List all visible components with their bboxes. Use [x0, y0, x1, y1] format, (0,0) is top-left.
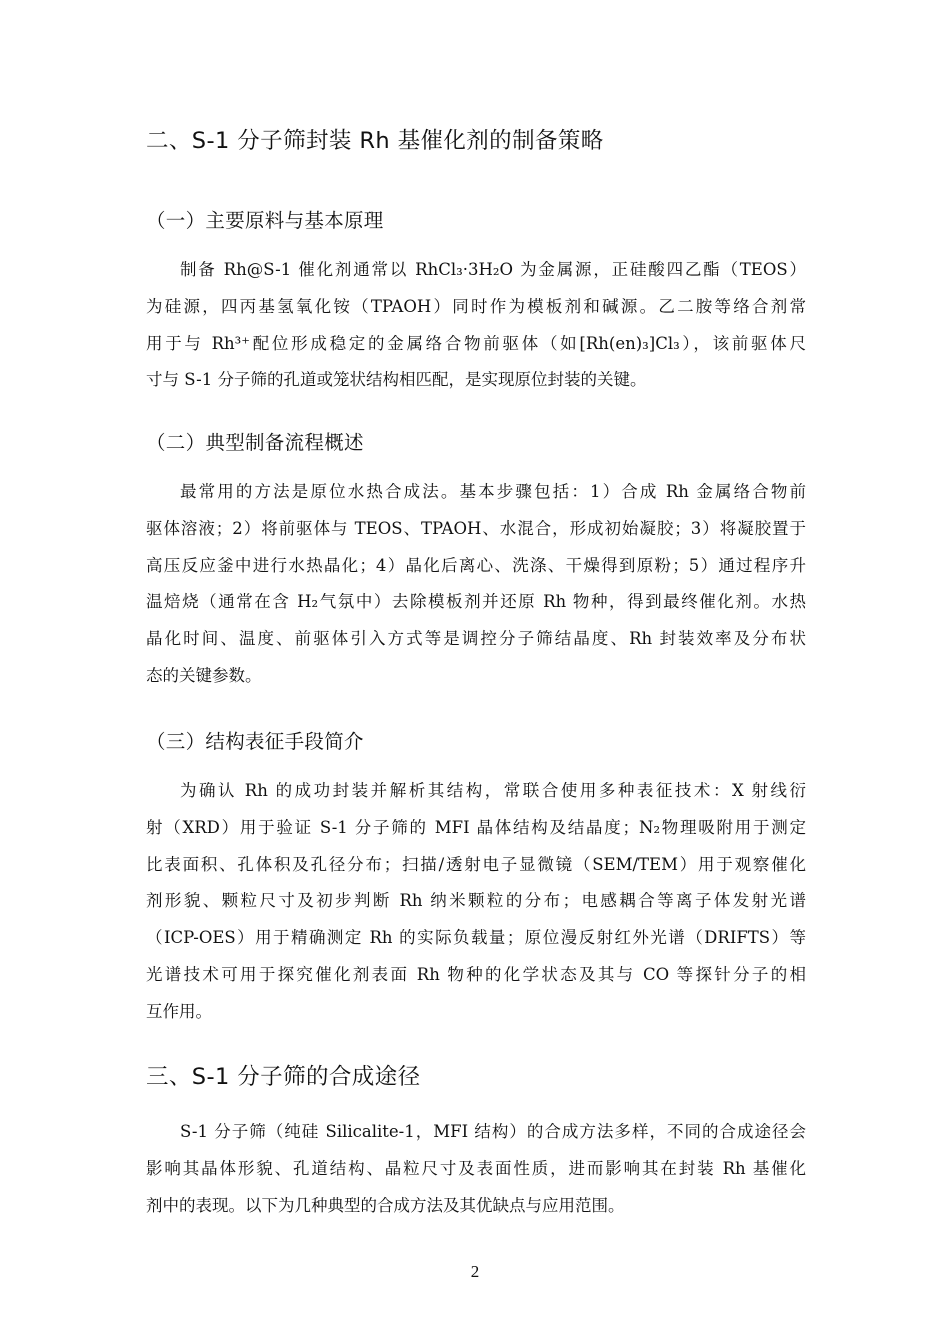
text-line: 影响其晶体形貌、孔道结构、晶粒尺寸及表面性质，进而影响其在封装 Rh 基催化: [146, 1158, 806, 1178]
paragraph-materials-principle: [146, 252, 806, 399]
text-line: 晶化时间、温度、前驱体引入方式等是调控分子筛结晶度、Rh 封装效率及分布状: [146, 629, 806, 649]
text-line: 态的关键参数。: [146, 665, 262, 685]
text-line: 互作用。: [146, 1001, 212, 1021]
subsection-heading-2-2: （二）典型制备流程概述: [146, 431, 364, 454]
text-line: 温焙烧（通常在含 H₂气氛中）去除模板剂并还原 Rh 物种，得到最终催化剂。水热: [146, 592, 806, 612]
paragraph-characterization: [146, 773, 806, 1031]
text-line: 光谱技术可用于探究催化剂表面 Rh 物种的化学状态及其与 CO 等探针分子的相: [146, 964, 806, 984]
subsection-heading-2-1: （一）主要原料与基本原理: [146, 209, 384, 232]
text-line: 寸与 S-1 分子筛的孔道或笼状结构相匹配，是实现原位封装的关键。: [146, 370, 647, 390]
text-line: （ICP-OES）用于精确测定 Rh 的实际负载量；原位漫反射红外光谱（DRIFTS）等: [146, 928, 806, 948]
text-line: 剂中的表现。以下为几种典型的合成方法及其优缺点与应用范围。: [146, 1195, 625, 1215]
paragraph-preparation-process: [146, 474, 806, 695]
text-line: 用于与 Rh³⁺配位形成稳定的金属络合物前驱体（如[Rh(en)₃]Cl₃），该前驱体尺: [146, 333, 806, 353]
text-line: S-1 分子筛（纯硅 Silicalite-1，MFI 结构）的合成方法多样，不同的合成途径会: [180, 1122, 806, 1141]
subsection-heading-2-3: （三）结构表征手段简介: [146, 730, 364, 753]
section-heading-2: 二、S-1 分子筛封装 Rh 基催化剂的制备策略: [146, 128, 604, 154]
text-line: 制备 Rh@S-1 催化剂通常以 RhCl₃·3H₂O 为金属源，正硅酸四乙酯（TEOS）: [180, 260, 806, 279]
section-heading-3: 三、S-1 分子筛的合成途径: [146, 1064, 421, 1090]
text-line: 驱体溶液；2）将前驱体与 TEOS、TPAOH、水混合，形成初始凝胶；3）将凝胶置于: [146, 518, 806, 538]
page-number: 2: [470, 1262, 480, 1281]
text-line: 为确认 Rh 的成功封装并解析其结构，常联合使用多种表征技术：X 射线衍: [180, 781, 806, 800]
paragraph-s1-synthesis: [146, 1114, 806, 1224]
text-line: 比表面积、孔体积及孔径分布；扫描/透射电子显微镜（SEM/TEM）用于观察催化: [146, 854, 806, 874]
text-line: 剂形貌、颗粒尺寸及初步判断 Rh 纳米颗粒的分布；电感耦合等离子体发射光谱: [146, 891, 806, 911]
text-line: 为硅源，四丙基氢氧化铵（TPAOH）同时作为模板剂和碱源。乙二胺等络合剂常: [146, 296, 806, 316]
text-line: 最常用的方法是原位水热合成法。基本步骤包括：1）合成 Rh 金属络合物前: [180, 482, 806, 501]
text-line: 高压反应釜中进行水热晶化；4）晶化后离心、洗涤、干燥得到原粉；5）通过程序升: [146, 555, 806, 575]
text-line: 射（XRD）用于验证 S-1 分子筛的 MFI 晶体结构及结晶度；N₂物理吸附用于测定: [146, 817, 806, 837]
